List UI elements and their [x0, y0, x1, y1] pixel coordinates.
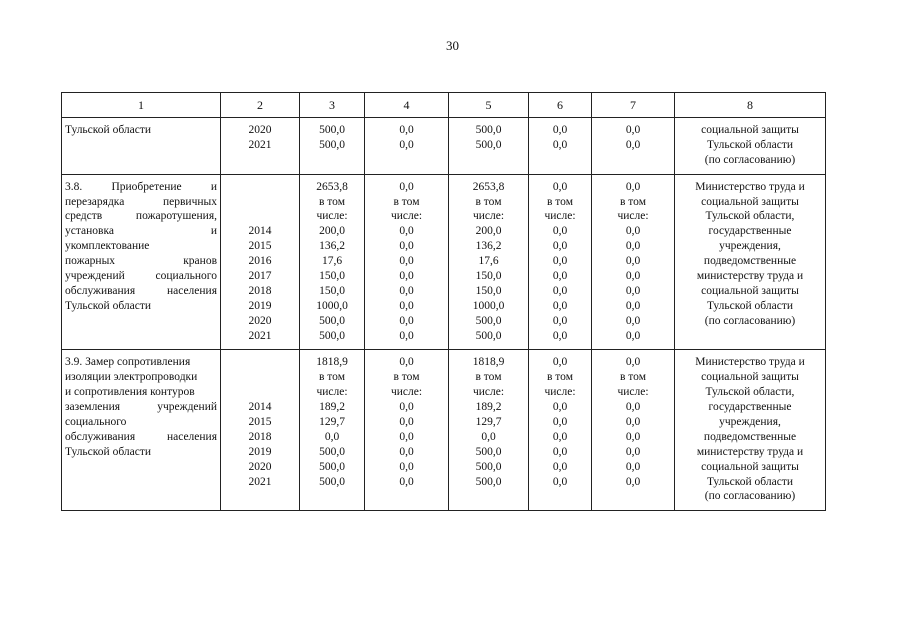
column-4-cell-line: 0,0: [399, 356, 414, 369]
description-cell-line: Тульской области: [65, 124, 152, 136]
column-4-cell-line: числе:: [390, 210, 423, 223]
column-5-cell-line: 1000,0: [472, 299, 505, 312]
column-4-cell-line: 0,0: [399, 255, 414, 268]
column-5-cell-line: 500,0: [475, 475, 502, 488]
column-6-cell-line: 0,0: [552, 138, 568, 151]
responsible-cell-line: Тульской области,: [705, 210, 795, 223]
column-5-cell: [449, 174, 529, 350]
years-cell-line: [224, 209, 296, 224]
responsible-cell-line: учреждения,: [719, 416, 781, 429]
column-header-2: 2: [221, 93, 300, 118]
column-3-cell-line: числе:: [316, 386, 348, 399]
years-cell: [221, 118, 300, 175]
responsible-cell: [675, 350, 826, 511]
column-3-cell-line: 17,6: [321, 255, 343, 268]
column-5-cell-line: 150,0: [475, 270, 502, 283]
years-cell-line: [224, 370, 296, 385]
description-cell-line: Тульской области: [65, 299, 152, 312]
column-7-cell-line: 0,0: [625, 138, 641, 151]
column-header-4: 4: [365, 93, 449, 118]
column-5-cell-line: в том: [475, 195, 502, 208]
responsible-cell-line: учреждения,: [719, 240, 781, 253]
years-cell-line: 2018: [248, 284, 272, 297]
column-6-cell: [529, 118, 592, 175]
column-7-cell-line: 0,0: [625, 416, 641, 429]
column-5-cell-line: числе:: [472, 386, 505, 399]
column-3-cell-line: 200,0: [319, 225, 345, 238]
years-cell-line: 2019: [248, 299, 272, 312]
column-5-cell-line: 2653,8: [472, 180, 505, 193]
column-7-cell-line: числе:: [617, 386, 649, 399]
column-6-cell-line: 0,0: [552, 240, 568, 253]
responsible-cell-line: (по согласованию): [704, 490, 796, 503]
column-4-cell-line: числе:: [390, 386, 423, 399]
description-cell-line: учреждений социального: [65, 270, 217, 283]
description-cell-line: установка и: [65, 225, 217, 238]
column-4-cell: [365, 174, 449, 350]
responsible-cell-line: социальной защиты: [701, 195, 799, 208]
column-3-cell-line: в том: [319, 371, 345, 384]
column-5-cell: [449, 118, 529, 175]
column-6-cell-line: 0,0: [552, 314, 568, 327]
column-header-1: 1: [62, 93, 221, 118]
years-cell-line: 2021: [248, 329, 272, 342]
years-cell-line: 2019: [248, 445, 272, 458]
column-7-cell: [592, 118, 675, 175]
column-4-cell-line: 0,0: [399, 124, 414, 136]
column-5-cell-line: 189,2: [475, 401, 502, 414]
column-6-cell-line: 0,0: [552, 180, 568, 193]
column-3-cell-line: 1818,9: [316, 356, 348, 369]
years-cell-line: 2021: [248, 475, 272, 488]
column-6-cell-line: числе:: [544, 210, 576, 223]
column-7-cell-line: 0,0: [625, 284, 641, 297]
column-7-cell: [592, 350, 675, 511]
column-3-cell-line: 136,2: [319, 240, 345, 253]
description-cell-line: и сопротивления контуров: [65, 386, 195, 399]
column-7-cell-line: 0,0: [625, 270, 641, 283]
description-cell-line: укомплектование: [65, 240, 150, 253]
column-6-cell-line: в том: [547, 195, 573, 208]
table-header-row: [62, 93, 826, 118]
responsible-cell-line: подведомственные: [703, 255, 797, 268]
column-5-cell-line: числе:: [472, 210, 505, 223]
column-3-cell-line: 500,0: [319, 445, 345, 458]
column-6-cell-line: в том: [547, 371, 573, 384]
description-cell-line: заземления учреждений: [65, 401, 217, 414]
years-cell-line: 2017: [248, 270, 272, 283]
responsible-cell-line: министерству труда и: [696, 270, 804, 283]
column-5-cell-line: 136,2: [475, 240, 502, 253]
column-5-cell-line: 150,0: [475, 284, 502, 297]
column-6-cell-line: 0,0: [552, 255, 568, 268]
column-7-cell-line: 0,0: [625, 475, 641, 488]
column-4-cell-line: в том: [393, 195, 420, 208]
responsible-cell-line: социальной защиты: [701, 371, 799, 384]
years-cell-line: [224, 385, 296, 400]
column-header-5: 5: [449, 93, 529, 118]
column-header-6: 6: [529, 93, 592, 118]
column-5-cell-line: 500,0: [475, 124, 502, 136]
column-4-cell-line: 0,0: [399, 401, 414, 414]
responsible-cell-line: Министерство труда и: [695, 356, 805, 369]
column-7-cell-line: 0,0: [625, 180, 641, 193]
years-cell-line: 2020: [248, 124, 272, 136]
responsible-cell-line: подведомственные: [703, 430, 797, 443]
column-5-cell-line: 17,6: [478, 255, 499, 268]
column-6-cell-line: 0,0: [552, 445, 568, 458]
column-6-cell-line: 0,0: [552, 299, 568, 312]
column-3-cell-line: 500,0: [319, 475, 345, 488]
column-7-cell-line: 0,0: [625, 460, 641, 473]
column-7-cell-line: 0,0: [625, 314, 641, 327]
column-3-cell-line: 1000,0: [316, 299, 348, 312]
column-5-cell: [449, 350, 529, 511]
column-4-cell-line: 0,0: [399, 475, 414, 488]
column-5-cell-line: 500,0: [475, 460, 502, 473]
column-3-cell-line: 500,0: [319, 329, 345, 342]
column-5-cell-line: 1818,9: [472, 356, 505, 369]
responsible-cell: [675, 174, 826, 350]
column-6-cell-line: 0,0: [552, 460, 568, 473]
column-7-cell-line: 0,0: [625, 124, 641, 136]
column-6-cell: [529, 350, 592, 511]
column-4-cell-line: 0,0: [399, 445, 414, 458]
description-cell-line: обслуживания населения: [65, 285, 217, 298]
column-6-cell: [529, 174, 592, 350]
column-3-cell: [300, 350, 365, 511]
years-cell-line: 2021: [248, 138, 272, 151]
responsible-cell-line: министерству труда и: [696, 445, 804, 458]
description-cell-line: Тульской области: [65, 445, 152, 458]
column-4-cell-line: 0,0: [399, 225, 414, 238]
years-cell-line: 2018: [248, 430, 272, 443]
column-7-cell-line: 0,0: [625, 356, 641, 369]
column-6-cell-line: 0,0: [552, 124, 568, 136]
years-cell-line: 2014: [248, 225, 272, 238]
description-cell-line: пожарных кранов: [65, 255, 217, 268]
column-7-cell-line: 0,0: [625, 225, 641, 238]
column-6-cell-line: 0,0: [552, 225, 568, 238]
description-cell-line: средств пожаротушения,: [65, 210, 217, 223]
column-5-cell-line: 0,0: [481, 430, 496, 443]
column-7-cell-line: 0,0: [625, 445, 641, 458]
responsible-cell-line: социальной защиты: [701, 460, 799, 473]
years-cell-line: [224, 195, 296, 210]
responsible-cell-line: Тульской области: [706, 299, 793, 312]
responsible-cell-line: Тульской области: [706, 475, 793, 488]
description-cell: [62, 174, 221, 350]
column-3-cell-line: 0,0: [324, 430, 340, 443]
column-7-cell-line: 0,0: [625, 329, 641, 342]
column-4-cell-line: 0,0: [399, 430, 414, 443]
years-cell-line: 2015: [248, 416, 272, 429]
column-header-3: 3: [300, 93, 365, 118]
column-6-cell-line: 0,0: [552, 356, 568, 369]
column-7-cell-line: в том: [620, 371, 646, 384]
table-row: [62, 118, 826, 175]
description-cell-line: 3.9. Замер сопротивления: [65, 356, 191, 369]
column-3-cell-line: 2653,8: [316, 180, 348, 193]
column-7-cell: [592, 174, 675, 350]
column-3-cell-line: числе:: [316, 210, 348, 223]
column-6-cell-line: 0,0: [552, 475, 568, 488]
column-4-cell-line: 0,0: [399, 284, 414, 297]
description-cell-line: социального: [65, 416, 127, 429]
column-3-cell-line: 150,0: [319, 284, 345, 297]
description-cell: [62, 118, 221, 175]
description-cell-line: обслуживания населения: [65, 431, 217, 443]
column-4-cell-line: 0,0: [399, 270, 414, 283]
column-3-cell-line: в том: [319, 195, 345, 208]
responsible-cell-line: Министерство труда и: [695, 180, 805, 193]
years-cell-line: 2016: [248, 255, 272, 268]
description-cell: [62, 350, 221, 511]
column-4-cell-line: 0,0: [399, 329, 414, 342]
column-7-cell-line: 0,0: [625, 430, 641, 443]
column-header-8: 8: [675, 93, 826, 118]
page-number: 30: [446, 38, 459, 53]
column-4-cell-line: 0,0: [399, 460, 414, 473]
table-row: [62, 174, 826, 350]
column-3-cell-line: 189,2: [319, 401, 345, 414]
years-cell: [221, 174, 300, 350]
responsible-cell-line: (по согласованию): [704, 153, 796, 166]
column-6-cell-line: 0,0: [552, 270, 568, 283]
column-5-cell-line: 500,0: [475, 314, 502, 327]
column-3-cell-line: 500,0: [319, 460, 345, 473]
budget-table: [61, 92, 826, 511]
description-cell-line: 3.8. Приобретение и: [65, 180, 217, 193]
column-4-cell-line: 0,0: [399, 180, 414, 193]
column-5-cell-line: 200,0: [475, 225, 502, 238]
column-3-cell-line: 500,0: [319, 314, 345, 327]
column-7-cell-line: 0,0: [625, 240, 641, 253]
column-5-cell-line: 129,7: [475, 416, 502, 429]
column-3-cell-line: 500,0: [319, 138, 345, 151]
years-cell-line: [224, 355, 296, 370]
column-7-cell-line: в том: [620, 195, 646, 208]
column-6-cell-line: 0,0: [552, 401, 568, 414]
column-4-cell: [365, 118, 449, 175]
years-cell: [221, 350, 300, 511]
years-cell-line: 2020: [248, 460, 272, 473]
column-4-cell-line: 0,0: [399, 240, 414, 253]
years-cell-line: 2015: [248, 240, 272, 253]
column-4-cell-line: 0,0: [399, 299, 414, 312]
description-cell-line: перезарядка первичных: [65, 195, 217, 208]
responsible-cell-line: Тульской области: [706, 138, 793, 151]
column-6-cell-line: 0,0: [552, 416, 568, 429]
description-cell-line: изоляции электропроводки: [65, 371, 198, 384]
responsible-cell-line: государственные: [708, 225, 792, 238]
table-row: [62, 350, 826, 511]
column-6-cell-line: 0,0: [552, 329, 568, 342]
column-6-cell-line: 0,0: [552, 284, 568, 297]
column-3-cell-line: 500,0: [319, 124, 345, 136]
column-4-cell-line: 0,0: [399, 138, 414, 151]
years-cell-line: [224, 180, 296, 195]
responsible-cell: [675, 118, 826, 175]
responsible-cell-line: государственные: [708, 401, 792, 414]
column-3-cell: [300, 174, 365, 350]
column-3-cell-line: 129,7: [319, 416, 345, 429]
column-5-cell-line: 500,0: [475, 329, 502, 342]
column-4-cell: [365, 350, 449, 511]
column-4-cell-line: 0,0: [399, 314, 414, 327]
column-3-cell: [300, 118, 365, 175]
column-5-cell-line: 500,0: [475, 445, 502, 458]
responsible-cell-line: социальной защиты: [701, 124, 799, 136]
years-cell-line: 2014: [248, 401, 272, 414]
column-7-cell-line: 0,0: [625, 255, 641, 268]
column-6-cell-line: числе:: [544, 386, 576, 399]
column-5-cell-line: 500,0: [475, 138, 502, 151]
column-3-cell-line: 150,0: [319, 270, 345, 283]
years-cell-line: 2020: [248, 314, 272, 327]
column-7-cell-line: 0,0: [625, 401, 641, 414]
column-4-cell-line: в том: [393, 371, 420, 384]
responsible-cell-line: социальной защиты: [701, 284, 799, 297]
column-7-cell-line: числе:: [617, 210, 649, 223]
column-6-cell-line: 0,0: [552, 430, 568, 443]
responsible-cell-line: (по согласованию): [704, 314, 796, 327]
column-4-cell-line: 0,0: [399, 416, 414, 429]
column-7-cell-line: 0,0: [625, 299, 641, 312]
column-5-cell-line: в том: [475, 371, 502, 384]
column-header-7: 7: [592, 93, 675, 118]
responsible-cell-line: Тульской области,: [705, 386, 795, 399]
